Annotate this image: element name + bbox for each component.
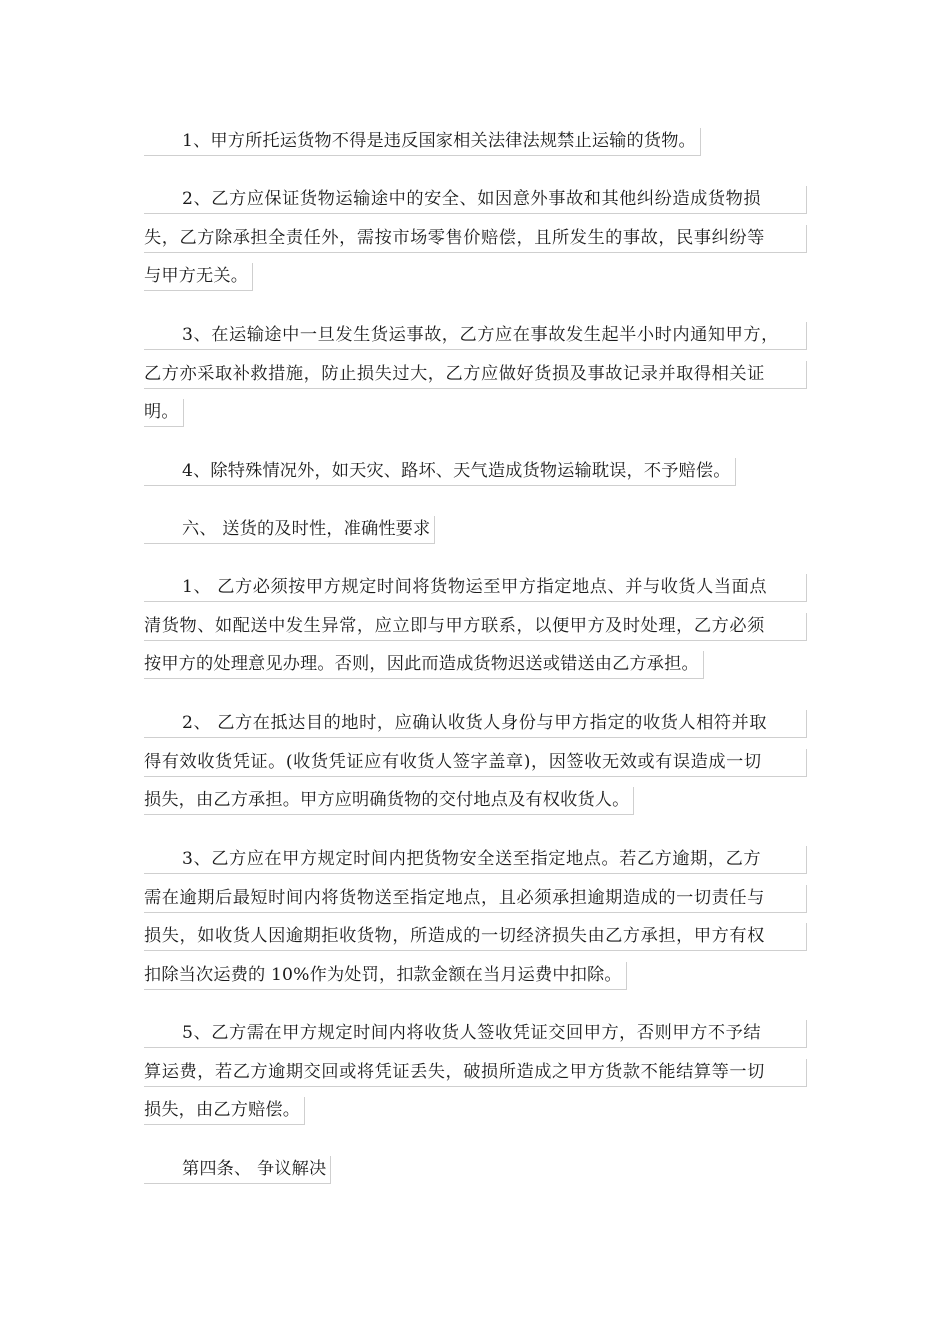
text-line: 损失，如收货人因逾期拒收货物，所造成的一切经济损失由乙方承担，甲方有权 (144, 923, 807, 951)
text-line: 2、 乙方在抵达目的地时，应确认收货人身份与甲方指定的收货人相符并取 (144, 710, 807, 738)
text-line: 清货物、如配送中发生异常，应立即与甲方联系，以便甲方及时处理，乙方必须 (144, 613, 807, 641)
text-line: 损失，由乙方赔偿。 (144, 1097, 305, 1125)
text-line: 乙方亦采取补救措施，防止损失过大，乙方应做好货损及事故记录并取得相关证 (144, 361, 807, 389)
text-line: 1、 乙方必须按甲方规定时间将货物运至甲方指定地点、并与收货人当面点 (144, 574, 807, 602)
heading-line: 第四条、 争议解决 (144, 1156, 331, 1184)
text-line: 得有效收货凭证。(收货凭证应有收货人签字盖章)，因签收无效或有误造成一切 (144, 749, 807, 777)
text-line: 损失，由乙方承担。甲方应明确货物的交付地点及有权收货人。 (144, 787, 634, 815)
text-line: 4、除特殊情况外，如天灾、路坏、天气造成货物运输耽误，不予赔偿。 (144, 458, 736, 486)
text-line: 3、乙方应在甲方规定时间内把货物安全送至指定地点。若乙方逾期，乙方 (144, 846, 807, 874)
text-line: 明。 (144, 399, 184, 427)
heading-line: 六、 送货的及时性，准确性要求 (144, 516, 435, 544)
text-line: 失，乙方除承担全责任外，需按市场零售价赔偿，且所发生的事故，民事纠纷等 (144, 225, 807, 253)
text-line: 2、乙方应保证货物运输途中的安全、如因意外事故和其他纠纷造成货物损 (144, 186, 807, 214)
text-line: 1、甲方所托运货物不得是违反国家相关法律法规禁止运输的货物。 (144, 128, 701, 156)
text-line: 与甲方无关。 (144, 263, 253, 291)
text-line: 算运费，若乙方逾期交回或将凭证丢失，破损所造成之甲方货款不能结算等一切 (144, 1059, 807, 1087)
text-line: 需在逾期后最短时间内将货物送至指定地点，且必须承担逾期造成的一切责任与 (144, 885, 807, 913)
text-line: 3、在运输途中一旦发生货运事故，乙方应在事故发生起半小时内通知甲方， (144, 322, 807, 350)
text-line: 扣除当次运费的 10%作为处罚，扣款金额在当月运费中扣除。 (144, 962, 627, 990)
text-line: 按甲方的处理意见办理。否则，因此而造成货物迟送或错送由乙方承担。 (144, 651, 704, 679)
text-line: 5、乙方需在甲方规定时间内将收货人签收凭证交回甲方，否则甲方不予结 (144, 1020, 807, 1048)
